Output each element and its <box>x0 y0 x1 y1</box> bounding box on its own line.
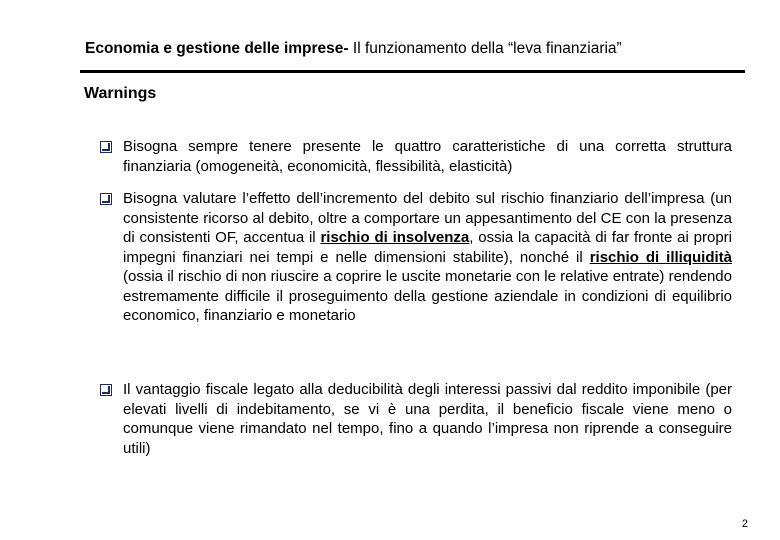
bullet-text: Il vantaggio fiscale legato alla deducibilità degli interessi passivi dal reddito imponibile (per elevati livelli di indebitamento, se vi è una perdita, il beneficio fiscale viene meno o comunque viene rimandato nel tempo, fino a quando l’impresa non riprende a conseguire utili) <box>123 381 732 457</box>
bullet-item <box>100 189 732 326</box>
checkbox-bullet-icon <box>100 384 112 396</box>
header-divider <box>80 70 745 73</box>
bullet-item <box>100 137 732 176</box>
bullet-text-part: Bisogna valutare l’effetto dell’incremento del debito sul rischio finanziario dell’impresa (un consistente ricorso al debito, oltre a comportare un appesantimento del CE con la presenza di consistenti OF, accentua il <box>123 190 732 246</box>
underlined-term: rischio di insolvenza <box>320 229 470 246</box>
bullet-text: Bisogna sempre tenere presente le quattro caratteristiche di una corretta struttura finanziaria (omogeneità, economicità, flessibilità, elasticità) <box>123 138 732 175</box>
underlined-term: rischio di illiquidità <box>589 248 732 266</box>
header-title-rest: Il funzionamento della “leva finanziaria” <box>348 40 622 57</box>
bullet-text <box>100 189 732 326</box>
header-title-bold: Economia e gestione delle imprese- <box>85 40 349 57</box>
section-title: Warnings <box>84 85 157 102</box>
slide-header <box>85 40 622 58</box>
page-number: 2 <box>741 518 748 530</box>
checkbox-bullet-icon <box>100 193 112 205</box>
bullet-item <box>100 380 732 458</box>
bullet-text-part: , ossia la capacità di far fronte ai propri impegni finanziari nei tempi e nelle dimensioni stabilite), nonché il <box>123 229 732 266</box>
bullet-text-part: (ossia il rischio di non riuscire a coprire le uscite monetarie con le relative entrate) rendendo estremamente difficile il proseguimento della gestione aziendale in condizioni di equilibrio economico, finanziario e monetario <box>123 268 732 324</box>
checkbox-bullet-icon <box>100 141 112 153</box>
